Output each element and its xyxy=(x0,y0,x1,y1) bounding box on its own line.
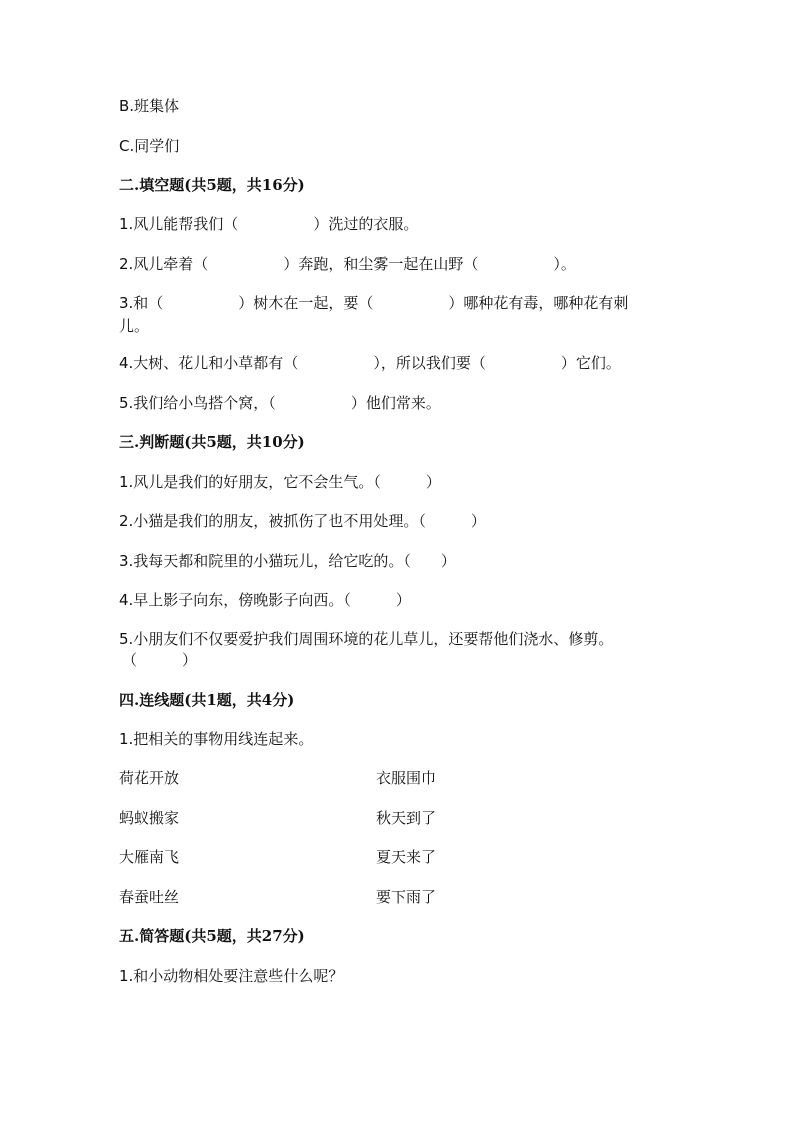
match-right-2: 秋天到了 xyxy=(376,809,437,827)
match-left-3: 大雁南飞 xyxy=(119,848,180,866)
judge-item-5-cont: （ ） xyxy=(122,651,198,669)
short-answer-1: 1.和小动物相处要注意些什么呢？ xyxy=(119,967,344,985)
fill-item-4: 4.大树、花儿和小草都有（ ），所以我们要（ ）它们。 xyxy=(119,354,621,372)
matching-prompt: 1.把相关的事物用线连起来。 xyxy=(119,730,314,748)
match-left-2: 蚂蚁搬家 xyxy=(119,809,180,827)
match-left-1: 荷花开放 xyxy=(119,769,180,787)
option-c: C.同学们 xyxy=(119,137,180,155)
fill-item-3-cont: 儿。 xyxy=(119,317,150,335)
option-b: B.班集体 xyxy=(119,97,180,115)
section-2-title: 二.填空题(共5题，共16分) xyxy=(119,176,305,194)
judge-item-3: 3.我每天都和院里的小猫玩儿，给它吃的。（ ） xyxy=(119,552,456,570)
match-left-4: 春蚕吐丝 xyxy=(119,888,180,906)
fill-item-5: 5.我们给小鸟搭个窝，（ ）他们常来。 xyxy=(119,394,441,412)
section-3-title: 三.判断题(共5题，共10分) xyxy=(119,433,305,451)
section-4-title: 四.连线题(共1题，共4分) xyxy=(119,691,295,709)
match-right-1: 衣服围巾 xyxy=(376,769,437,787)
match-right-3: 夏天来了 xyxy=(376,848,437,866)
judge-item-5: 5.小朋友们不仅要爱护我们周围环境的花儿草儿，还要帮他们浇水、修剪。 xyxy=(119,630,614,648)
fill-item-2: 2.风儿牵着（ ）奔跑，和尘雾一起在山野（ ）。 xyxy=(119,255,576,273)
judge-item-4: 4.早上影子向东，傍晚影子向西。（ ） xyxy=(119,591,411,609)
judge-item-2: 2.小猫是我们的朋友，被抓伤了也不用处理。（ ） xyxy=(119,512,486,530)
fill-item-3: 3.和（ ）树木在一起，要（ ）哪种花有毒，哪种花有刺 xyxy=(119,294,629,312)
match-right-4: 要下雨了 xyxy=(376,888,437,906)
section-5-title: 五.简答题(共5题，共27分) xyxy=(119,927,305,945)
fill-item-1: 1.风儿能帮我们（ ）洗过的衣服。 xyxy=(119,215,419,233)
judge-item-1: 1.风儿是我们的好朋友，它不会生气。（ ） xyxy=(119,473,441,491)
